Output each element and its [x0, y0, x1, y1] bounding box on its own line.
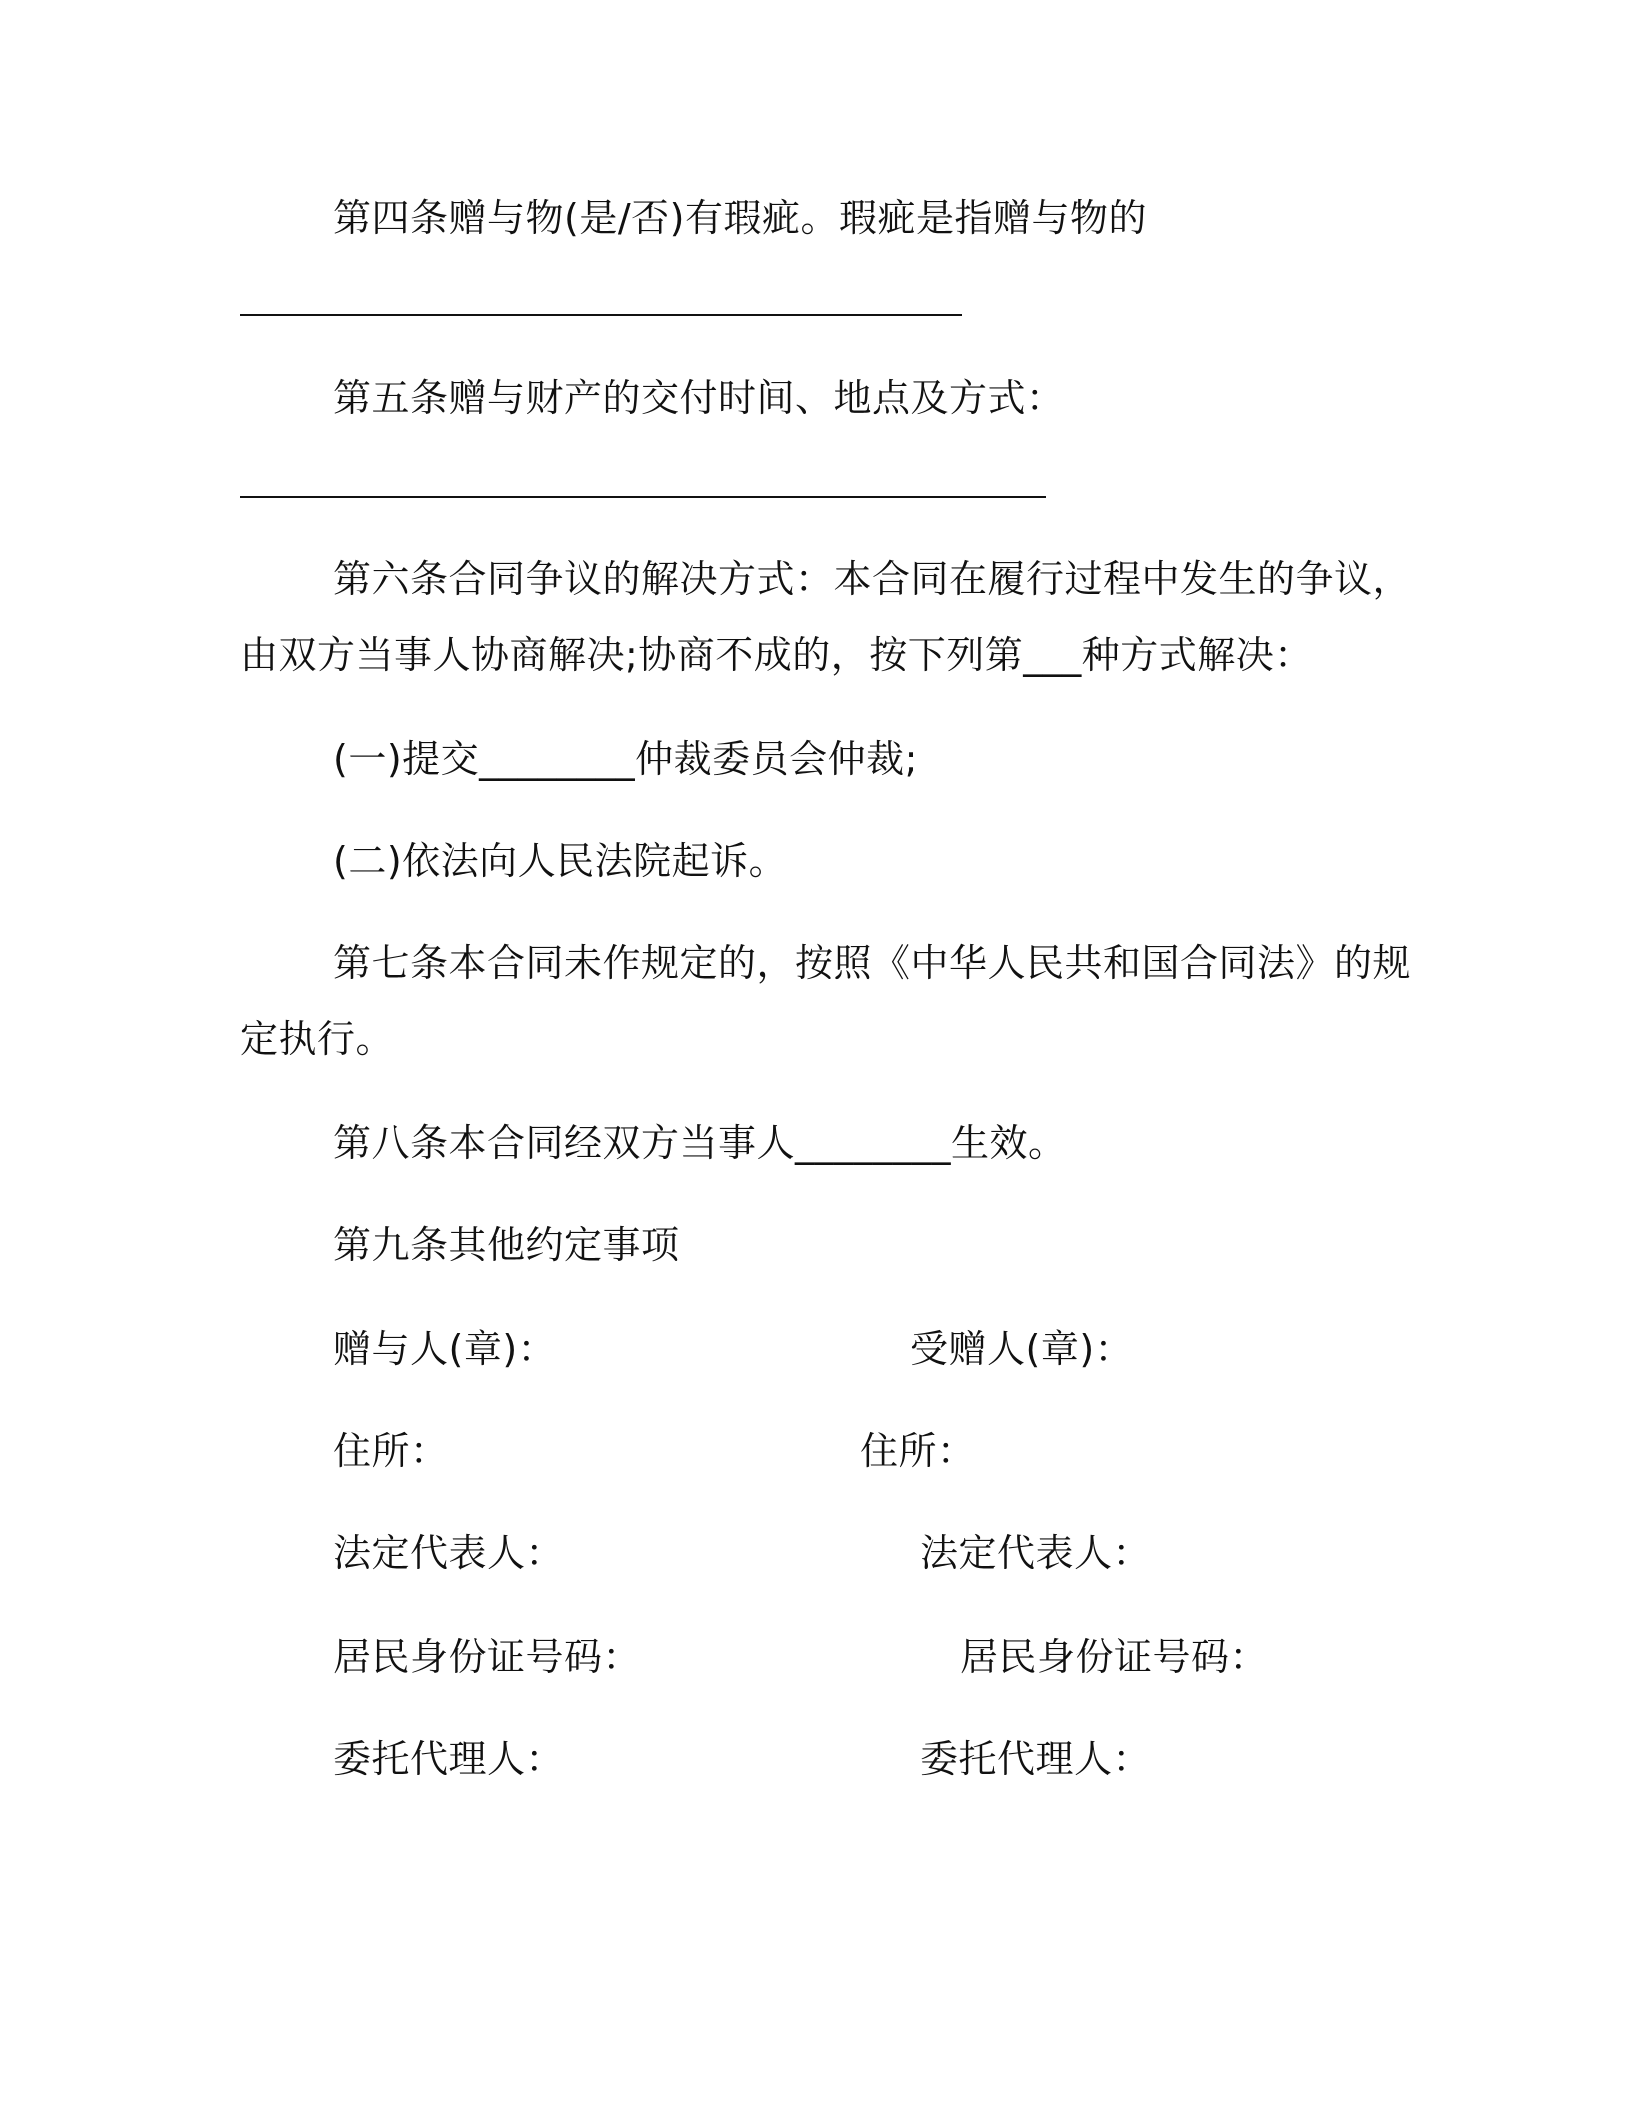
article-8-text: 第八条本合同经双方当事人________生效。 [333, 1121, 1067, 1165]
article-7-text-line1: 第七条本合同未作规定的，按照《中华人民共和国合同法》的规 [333, 941, 1412, 985]
article-5-text: 第五条赠与财产的交付时间、地点及方式： [333, 376, 1065, 420]
donee-id-number-label: 居民身份证号码： [960, 1635, 1269, 1679]
article-7-text-line2: 定执行。 [240, 1017, 395, 1061]
option-1-text: (一)提交________仲裁委员会仲裁; [333, 737, 918, 781]
donee-legal-rep-label: 法定代表人： [920, 1531, 1152, 1575]
article-9-text: 第九条其他约定事项 [333, 1223, 680, 1267]
option-2-text: (二)依法向人民法院起诉。 [333, 839, 788, 883]
donor-agent-label: 委托代理人： [333, 1737, 565, 1781]
article-6-text-line2: 由双方当事人协商解决;协商不成的，按下列第___种方式解决： [240, 633, 1313, 677]
donor-seal-label: 赠与人(章)： [333, 1327, 557, 1371]
article-4-text: 第四条赠与物(是/否)有瑕疵。瑕疵是指赠与物的 [333, 196, 1147, 240]
donor-address-label: 住所： [333, 1429, 449, 1473]
donee-agent-label: 委托代理人： [920, 1737, 1152, 1781]
donee-address-label: 住所： [860, 1429, 976, 1473]
article-5-fill-blank [240, 496, 1046, 498]
donor-legal-rep-label: 法定代表人： [333, 1531, 565, 1575]
donor-id-number-label: 居民身份证号码： [333, 1635, 642, 1679]
article-6-text-line1: 第六条合同争议的解决方式：本合同在履行过程中发生的争议， [333, 557, 1412, 601]
donee-seal-label: 受赠人(章)： [910, 1327, 1134, 1371]
article-4-fill-blank [240, 314, 962, 316]
